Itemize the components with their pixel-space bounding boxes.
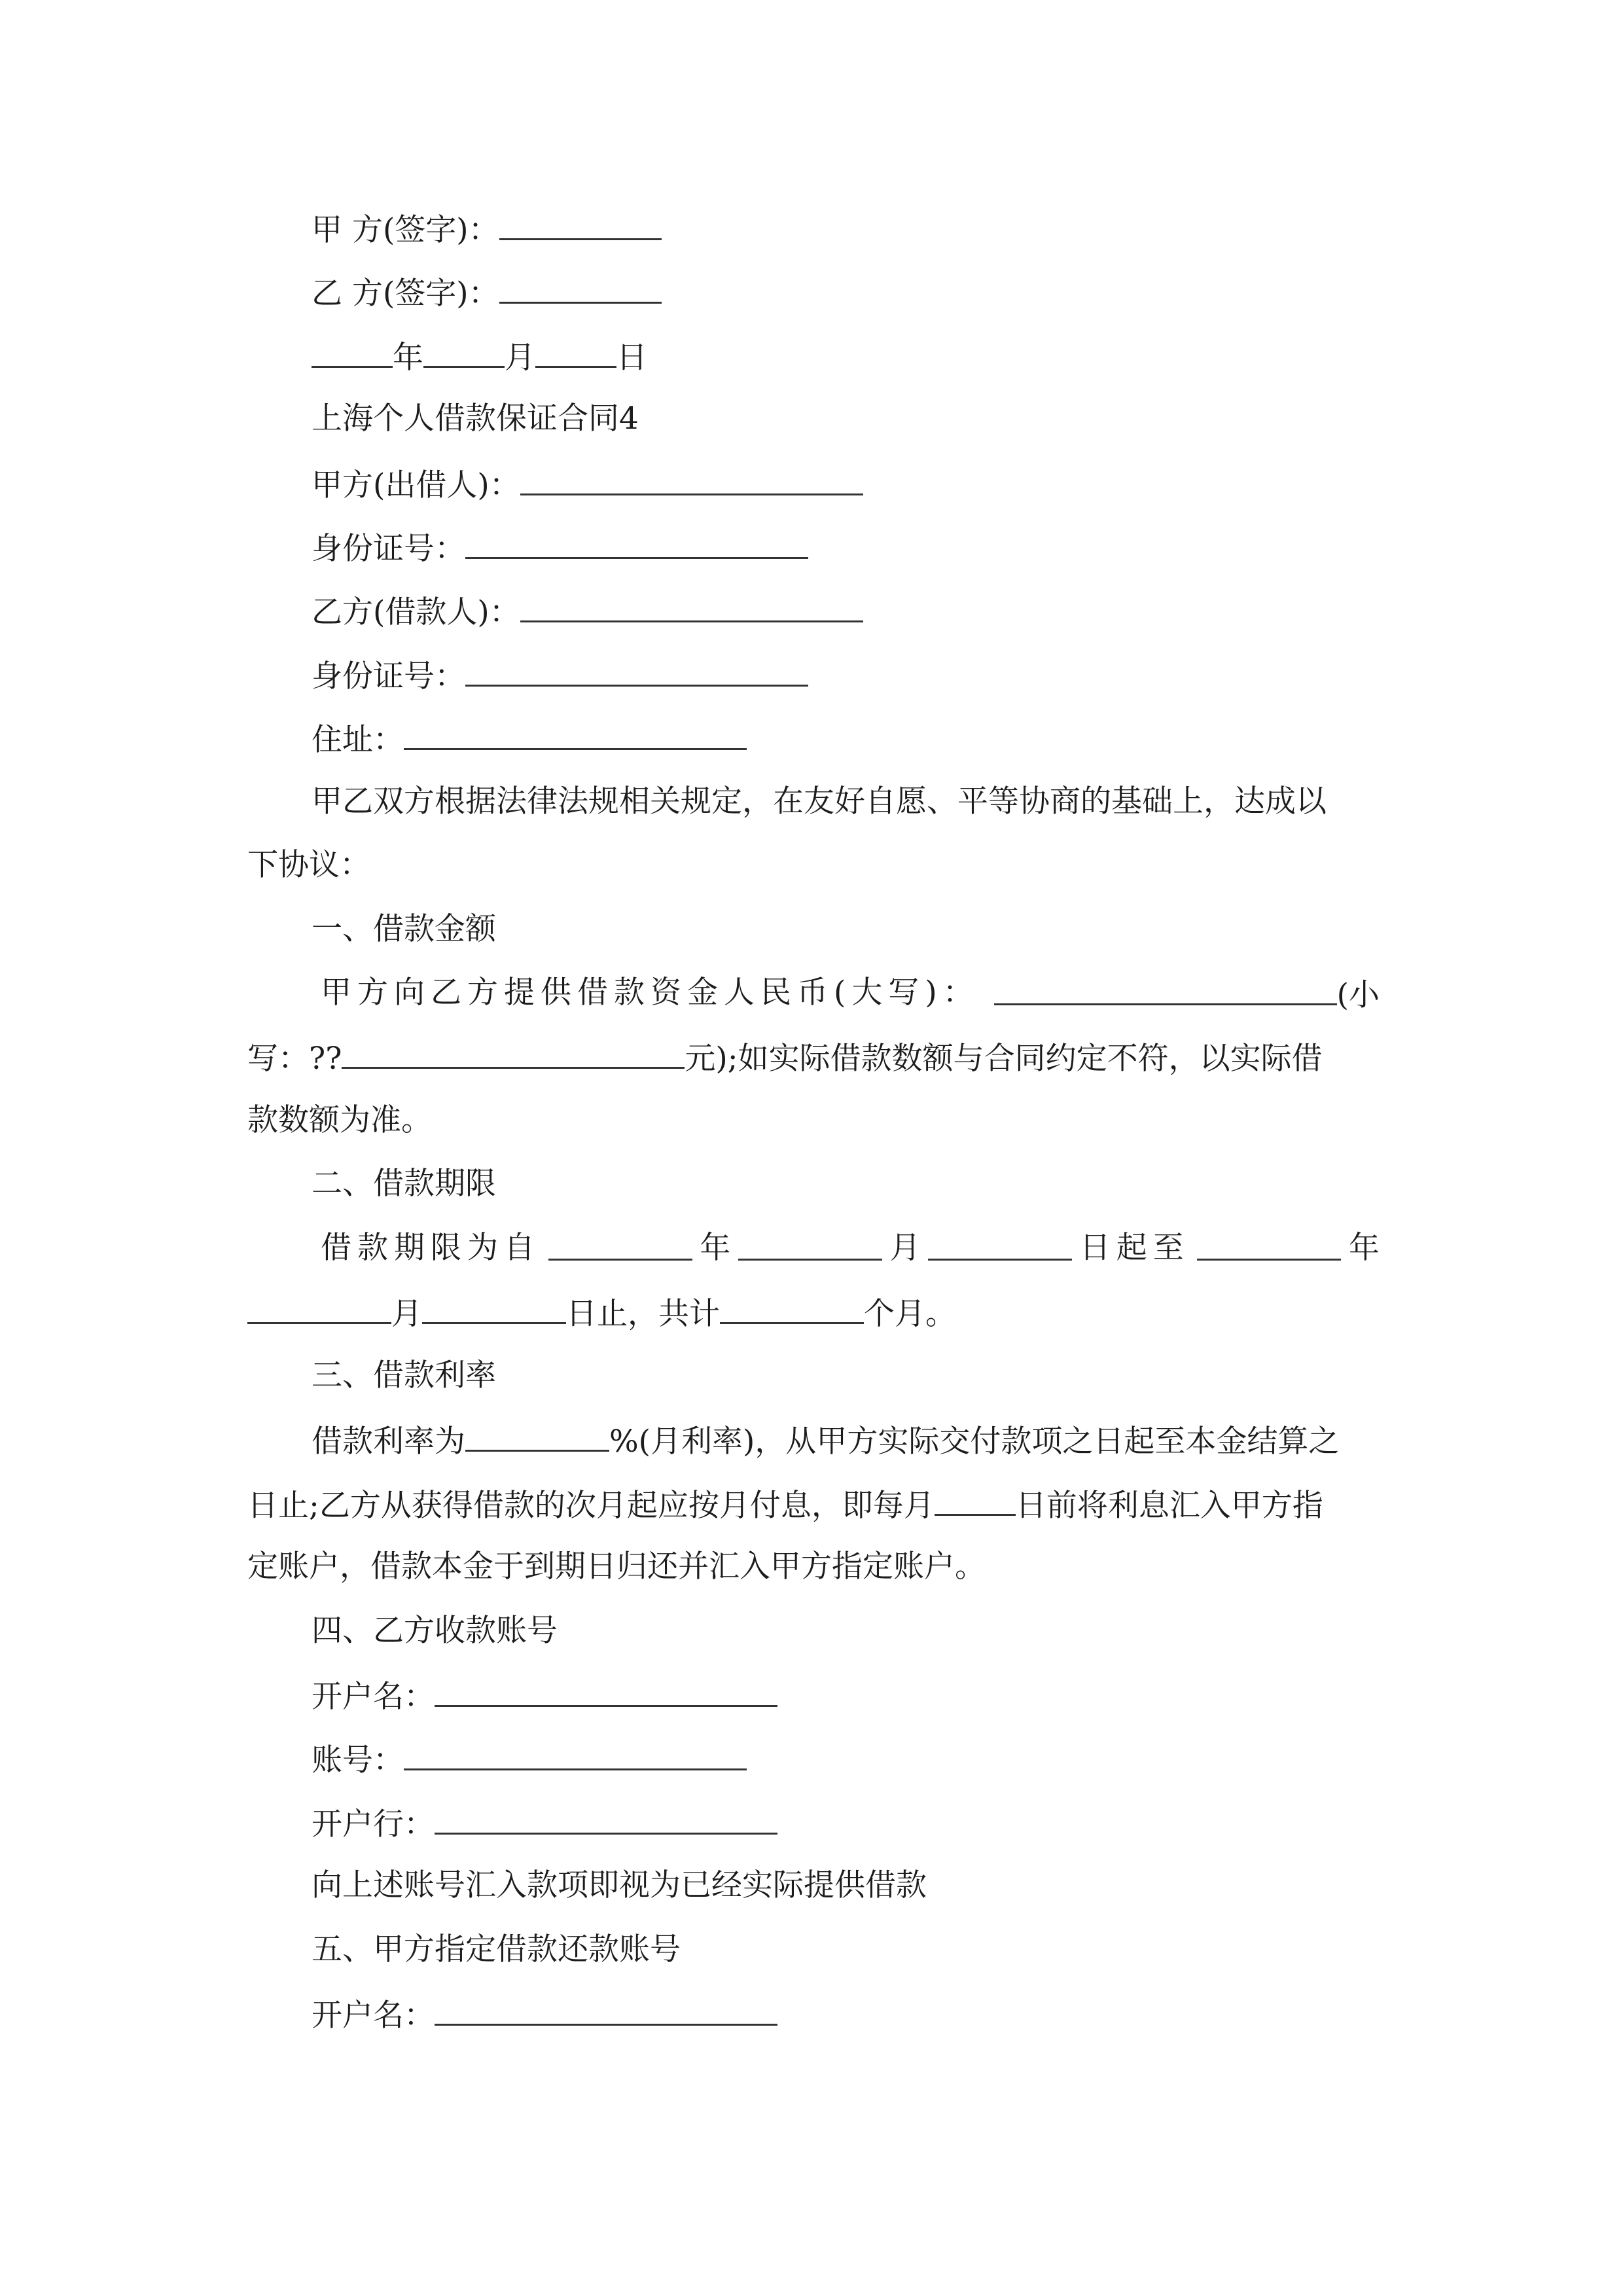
section-3-heading: 三、借款利率 (312, 1357, 496, 1393)
year-blank[interactable] (312, 336, 393, 368)
term-end-month-blank[interactable] (247, 1292, 391, 1324)
section-1-line-1 (321, 973, 1380, 1015)
party-a-signature-line (312, 208, 1444, 250)
section-2-line-2 (247, 1292, 1380, 1334)
s4-account-line (312, 1738, 1444, 1780)
term-start-year-label: 年 (700, 1230, 731, 1266)
party-a-signature-blank[interactable] (499, 208, 662, 240)
section-3-line-2 (247, 1484, 1380, 1526)
month-blank[interactable] (423, 336, 505, 368)
address-line (312, 718, 1444, 760)
borrower-label: 乙方(借款人)： (312, 594, 520, 630)
section-4-heading: 四、乙方收款账号 (312, 1613, 558, 1649)
term-total-label: 日止，共计 (566, 1296, 720, 1332)
loan-amount-uppercase-label: 甲方向乙方提供借款资金人民币(大写)： (321, 975, 980, 1011)
s4-bank-label: 开户行： (312, 1806, 435, 1842)
s4-account-blank[interactable] (404, 1738, 747, 1770)
year-label: 年 (393, 340, 423, 376)
payment-day-blank[interactable] (935, 1484, 1016, 1516)
s4-holder-label: 开户名： (312, 1679, 435, 1715)
section-5-heading: 五、甲方指定借款还款账号 (312, 1931, 681, 1967)
payment-schedule-text: 日止;乙方从获得借款的次月起应按月付息，即每月 (247, 1488, 935, 1524)
borrower-id-blank[interactable] (465, 655, 808, 687)
lender-line (312, 463, 1444, 505)
lender-id-blank[interactable] (465, 527, 808, 559)
section-3-line-1 (312, 1420, 1380, 1462)
day-label: 日 (616, 340, 647, 376)
address-blank[interactable] (404, 718, 747, 750)
section-2-heading: 二、借款期限 (312, 1166, 496, 1202)
section-3-line-3: 定账户，借款本金于到期日归还并汇入甲方指定账户。 (247, 1549, 986, 1585)
lowercase-label: 写：?? (247, 1041, 342, 1077)
party-b-signature-blank[interactable] (499, 272, 662, 304)
borrower-id-line (312, 655, 1444, 696)
borrower-line (312, 590, 1444, 632)
interest-rate-label: 借款利率为 (312, 1424, 465, 1460)
day-blank[interactable] (535, 336, 616, 368)
signature-date-line (312, 336, 1444, 378)
term-end-year-blank[interactable] (1197, 1229, 1341, 1261)
intro-paragraph-line-1: 甲乙双方根据法律法规相关规定，在友好自愿、平等协商的基础上，达成以 (312, 783, 1327, 819)
lowercase-open-label: (小 (1336, 977, 1380, 1013)
section-1-line-2 (247, 1037, 1380, 1079)
term-start-month-blank[interactable] (738, 1229, 882, 1261)
intro-paragraph-line-2: 下协议： (247, 847, 370, 883)
term-from-label: 借款期限为自 (321, 1230, 541, 1266)
payment-deposit-text: 日前将利息汇入甲方指 (1015, 1488, 1323, 1524)
term-end-day-blank[interactable] (422, 1292, 566, 1324)
section-2-line-1 (321, 1229, 1380, 1268)
interest-rate-terms: %(月利率)，从甲方实际交付款项之日起至本金结算之 (609, 1424, 1340, 1460)
term-end-year-label: 年 (1349, 1230, 1380, 1266)
borrower-blank[interactable] (520, 590, 863, 622)
s4-holder-line (312, 1675, 1444, 1717)
s4-holder-blank[interactable] (435, 1675, 777, 1707)
loan-amount-uppercase-blank[interactable] (994, 973, 1337, 1005)
lender-id-line (312, 527, 1444, 569)
s4-account-label: 账号： (312, 1742, 404, 1778)
term-to-label: 日起至 (1079, 1230, 1190, 1266)
term-end-month-label: 月 (391, 1296, 422, 1332)
s5-holder-line (312, 1994, 1444, 2036)
contract-title: 上海个人借款保证合同4 (312, 401, 639, 437)
party-b-signature-line (312, 272, 1444, 314)
section-1-heading: 一、借款金额 (312, 911, 496, 947)
lender-blank[interactable] (520, 463, 863, 495)
month-label: 月 (505, 340, 535, 376)
party-a-signature-label: 甲 方(签字)： (312, 212, 499, 248)
interest-rate-blank[interactable] (465, 1420, 609, 1452)
address-label: 住址： (312, 722, 404, 758)
s4-bank-line (312, 1803, 1444, 1844)
loan-amount-note: 元);如实际借款数额与合同约定不符，以实际借 (685, 1041, 1323, 1077)
term-start-year-blank[interactable] (548, 1229, 692, 1261)
term-months-blank[interactable] (720, 1292, 864, 1324)
term-start-month-label: 月 (889, 1230, 921, 1266)
term-start-day-blank[interactable] (928, 1229, 1072, 1261)
lender-id-label: 身份证号： (312, 531, 465, 567)
party-b-signature-label: 乙 方(签字)： (312, 276, 499, 312)
term-months-label: 个月。 (864, 1296, 956, 1332)
borrower-id-label: 身份证号： (312, 658, 465, 694)
s5-holder-label: 开户名： (312, 1998, 435, 2034)
section-1-line-3: 款数额为准。 (247, 1102, 432, 1138)
s4-note: 向上述账号汇入款项即视为已经实际提供借款 (312, 1867, 927, 1903)
s4-bank-blank[interactable] (435, 1803, 777, 1835)
s5-holder-blank[interactable] (435, 1994, 777, 2026)
lender-label: 甲方(出借人)： (312, 467, 520, 503)
loan-amount-lowercase-blank[interactable] (342, 1037, 685, 1069)
